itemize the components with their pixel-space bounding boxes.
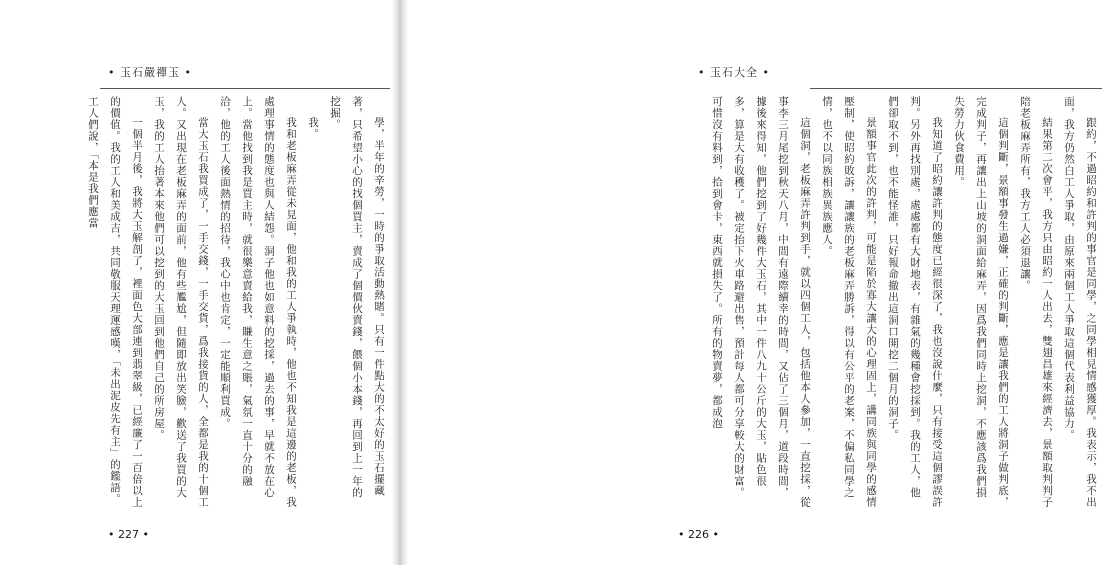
paragraph: 景額事官此次的許判，可能是陷於寡大讓大的心理固上，講同族與同學的感情壓制，使昭約敗訴，讓讓族的老板麻弄勝訴，得以有公平的老案，不偏私同學之情，也不以同族相族異族應人。 <box>821 96 877 508</box>
paragraph: 一個半月後，我將大玉解剖了，裡面色大部連到翡翠級，已經廉了一百倍以上的價值。我的工人和美成吉，共同敬服天理運感嘆，「未出泥皮先有主」的鑑語。工人們說，「本是我們應當 <box>87 96 143 508</box>
page-number: • 227 • <box>108 528 149 541</box>
paragraph: 我。 <box>307 117 319 140</box>
paragraph: 當大玉石我買成了，一手交錢，一手交貨，爲我接貨的人，全都是我的十個工人。又出現在老板麻弄的面前，他有些尷尬，但隨即放出笑臉，歡送了我買的大玉，我的工人抬著本來他們可以挖到的大玉回到他們自己的所房屋。 <box>153 96 209 508</box>
paragraph: 我和老板麻弄從未見面，他和我的工人爭執時，他也不知我是這邊的老板，我處理事情的態度也與人結怨。洞子他也如意料的挖採，過去的事，早就不放在心上。當他找到我是買主時，就很樂意賣給我，賺生意之賬，氣氛一直十分的融洽，他的工人後面熱情的招待，我心中也肯定，一定能順利買成。 <box>219 96 297 508</box>
paragraph: 學，半年的辛勞，一時的爭取活動熱賭。只有一件點大的不太好的玉石擺藏著，只希望小心的找個買主，賣成了個價伙賣錢，餵個小本錢，再回到上一年的挖掘。 <box>329 96 385 499</box>
paragraph: 跟約，不過昭約和許判的事官是同學，之同學相見情感獲厚。我表示，我不出面，我方仍然白工人爭取，由原來兩個工人爭取這個代表利益協力。 <box>1063 96 1097 508</box>
header-rule <box>100 88 390 89</box>
page-body-text <box>87 96 390 508</box>
paragraph: 我知道了昭約讓許判的態度已經很深了，我也沒說什麼，只有接受這個謬誤許判。另外再找別處，處處都有大財地表，有雜氣的幾種會挖採到。我的工人，他們卻取不到，也不能怪誰，只好報命撤出這洞口開挖二個月的洞子。 <box>887 96 943 508</box>
right-page <box>400 0 1097 565</box>
paragraph: 這個洞，老板麻弄許判到手，就以四個工人，包括他本人參加，一直挖採，從事李三月尾挖到秋天八月，中間有遠際續幸的時間，又佔了三個月，道段時間，據後來得知，他們挖到了好幾件大玉石，其中一件八九十公斤的大玉，貼色很多，算是大有收穫了。被定抬下火車路避出售，預計每人都可分享較大的財富。可惜沒有料到，拾到會卡，東西就損失了。所有的物賣夢，都成泡 <box>711 96 811 508</box>
page-body-text <box>711 96 1102 508</box>
running-header: • 玉石大全 • <box>698 66 770 79</box>
header-rule <box>810 88 1102 89</box>
running-header: • 玉石嚴禪玉 • <box>108 66 192 79</box>
paragraph: 這個判斷，景額事發生過嫌，正確的判斷，應是讓我們的工人將洞子做判底，完成判子，再讓出上山坡的洞面給麻弄，因爲我們同時上挖洞，不應該爲我們損失勞力伙食費用。 <box>953 96 1009 508</box>
paragraph: 結果第二次會平，我方只由昭約一人出去，雙翅昌雄來經濟去，景額取判判子陪老板麻弄所有，我方工人必須退讓。 <box>1019 96 1053 508</box>
left-page <box>0 0 400 565</box>
page-number: • 226 • <box>678 528 719 541</box>
